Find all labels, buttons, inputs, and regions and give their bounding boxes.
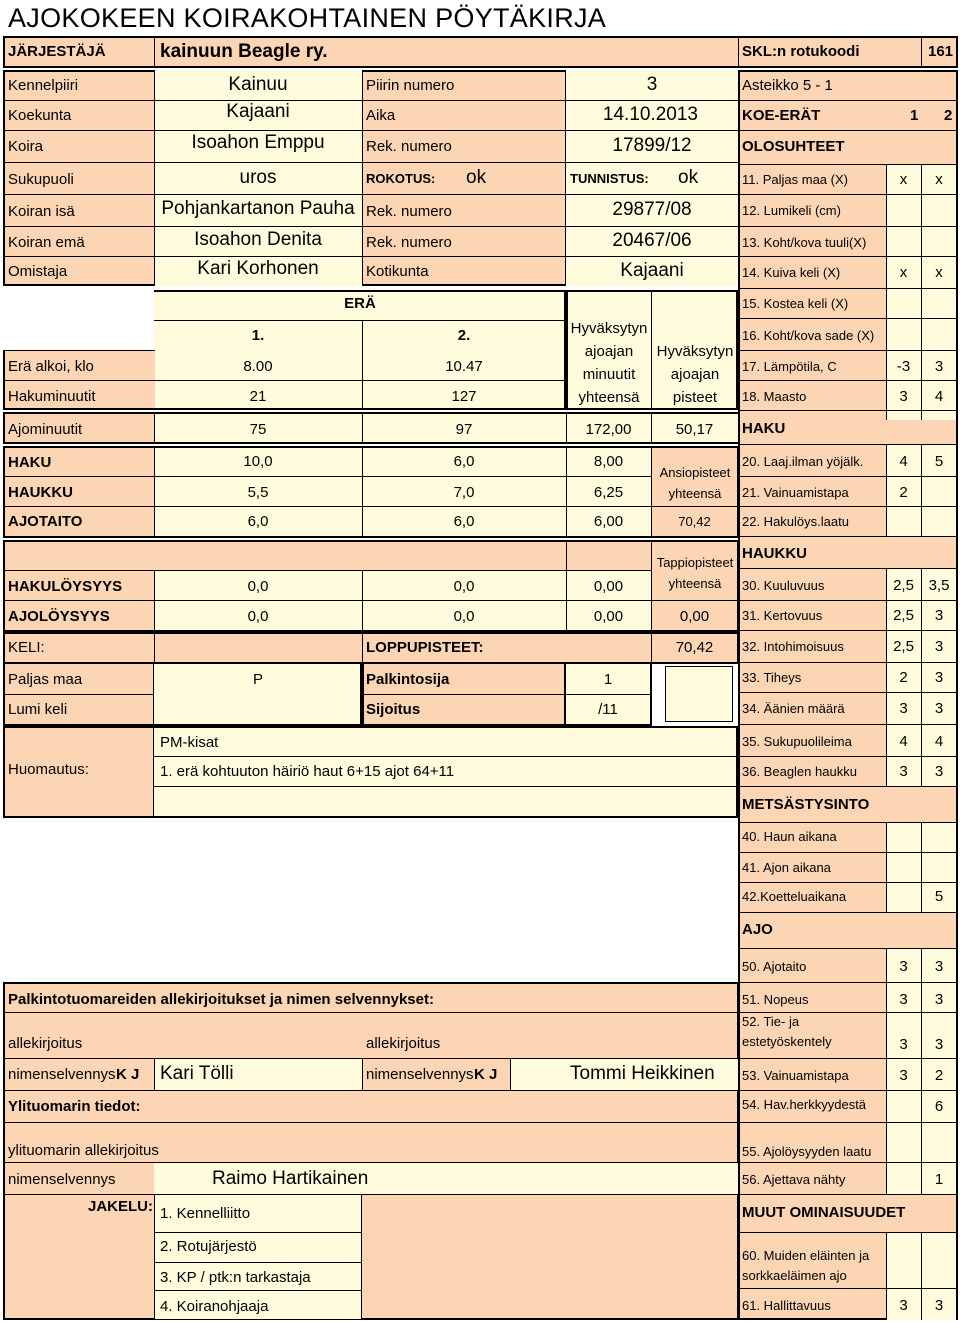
ema-rek-label: Rek. numero [366, 234, 452, 251]
r51-label: 51. Nopeus [742, 992, 809, 1007]
r40-label: 40. Haun aikana [742, 829, 837, 844]
ylituomari-name-label: nimenselvennys [8, 1171, 116, 1188]
organizer-value: kainuun Beagle ry. [160, 41, 328, 62]
ajotaito-1: 6,0 [247, 513, 269, 530]
r17-label: 17. Lämpötila, C [742, 359, 837, 374]
breed-code-value: 161 [928, 43, 954, 60]
r54-b: 6 [934, 1098, 944, 1115]
r32-b: 3 [934, 638, 944, 655]
signature-1-label: allekirjoitus [8, 1035, 83, 1052]
r14-label: 14. Kuiva keli (X) [742, 265, 841, 280]
r51-a: 3 [899, 991, 908, 1008]
r20-label: 20. Laaj.ilman yöjälk. [742, 454, 864, 469]
r35-b: 4 [934, 733, 944, 750]
paljas-value: P [252, 671, 263, 688]
r50-label: 50. Ajotaito [742, 959, 807, 974]
lumi-label: Lumi keli [8, 701, 68, 718]
ajotaito-2: 6,0 [453, 513, 475, 530]
piiri-label: Piirin numero [366, 77, 455, 94]
ajomin-points: 50,17 [675, 421, 714, 438]
r18-label: 18. Maasto [742, 389, 807, 404]
r11-label: 11. Paljas maa (X) [742, 172, 848, 187]
ajol-label: AJOLÖYSYYS [8, 608, 110, 625]
r17-b: 3 [934, 358, 944, 375]
tunnistus-label: TUNNISTUS: [570, 171, 649, 186]
r20-b: 5 [934, 453, 944, 470]
r55-label: 55. Ajolöysyyden laatu [742, 1144, 872, 1159]
isa-rek-label: Rek. numero [366, 203, 452, 220]
aika-value: 14.10.2013 [602, 104, 698, 125]
r42-label: 42.Koetteluaikana [742, 889, 847, 904]
r13-label: 13. Koht/kova tuuli(X) [742, 235, 867, 250]
r21-a: 2 [899, 484, 908, 501]
r32-label: 32. Intohimoisuus [742, 639, 844, 654]
r31-b: 3 [934, 607, 944, 624]
koira-label: Koira [8, 138, 44, 155]
isa-value: Pohjankartanon Pauha [161, 198, 355, 219]
hakul-2: 0,0 [453, 578, 475, 595]
jakelu-label: JAKELU: [88, 1198, 154, 1215]
haukku-heading: HAUKKU [742, 545, 807, 562]
ajol-1: 0,0 [247, 608, 269, 625]
r11-a: x [899, 171, 908, 188]
r52-a: 3 [899, 1036, 908, 1053]
r53-b: 2 [934, 1067, 944, 1084]
breed-code-label: SKL:n rotukoodi [742, 43, 860, 60]
sign-title: Palkintotuomareiden allekirjoitukset ja nimen selvennykset: [8, 991, 434, 1008]
paljas-label: Paljas maa [8, 671, 83, 688]
haukku-label: HAUKKU [8, 484, 73, 501]
r33-a: 2 [899, 669, 908, 686]
sijoitus-value: /11 [598, 701, 618, 718]
haukku-total: 6,25 [593, 484, 624, 501]
r36-b: 3 [934, 763, 944, 780]
koira-rek-label: Rek. numero [366, 138, 452, 155]
piiri-value: 3 [646, 74, 658, 95]
r35-label: 35. Sukupuolileima [742, 734, 852, 749]
name-2-label: nimenselvennys [366, 1066, 474, 1083]
hyv-pist-header: Hyväksytyn ajoajan pisteet [656, 343, 734, 406]
ajomin-total: 172,00 [585, 421, 632, 438]
metsastysinto-heading: METSÄSTYSINTO [742, 796, 870, 813]
tunnistus-value: ok [678, 167, 699, 188]
r53-a: 3 [899, 1067, 908, 1084]
ansio-value: 70,42 [678, 514, 711, 529]
r15-label: 15. Kostea keli (X) [742, 296, 849, 311]
r33-b: 3 [934, 669, 944, 686]
r52-label-2: estetyöskentely [742, 1034, 832, 1049]
sukupuoli-label: Sukupuoli [8, 171, 74, 188]
r35-a: 4 [899, 733, 908, 750]
r22-label: 22. Hakulöys.laatu [742, 514, 849, 529]
r60-label-1: 60. Muiden eläinten ja [742, 1248, 870, 1263]
koeerat-label: KOE-ERÄT [742, 107, 821, 124]
ylituomari-name: Raimo Hartikainen [212, 1168, 369, 1189]
r41-label: 41. Ajon aikana [742, 860, 831, 875]
ajomin-label: Ajominuutit [8, 421, 83, 438]
kotikunta-label: Kotikunta [366, 263, 429, 280]
loppupisteet-label: LOPPUPISTEET: [366, 639, 484, 656]
muut-heading: MUUT OMINAISUUDET [742, 1204, 906, 1221]
huomautus-line-1: PM-kisat [160, 734, 219, 751]
omistaja-value: Kari Korhonen [197, 258, 319, 279]
hakul-total: 0,00 [593, 578, 624, 595]
r18-b: 4 [934, 388, 944, 405]
isa-rek-value: 29877/08 [612, 199, 692, 220]
kennelpiiri-value: Kainuu [228, 74, 288, 95]
r50-b: 3 [934, 958, 944, 975]
r14-b: x [935, 264, 943, 281]
ylituomari-title: Ylituomarin tiedot: [8, 1098, 141, 1115]
ajol-2: 0,0 [453, 608, 475, 625]
r34-b: 3 [934, 700, 944, 717]
r21-label: 21. Vainuamistapa [742, 485, 849, 500]
ajotaito-total: 6,00 [593, 513, 624, 530]
jakelu-item-1: 1. Kennelliitto [160, 1205, 251, 1222]
r51-b: 3 [934, 991, 944, 1008]
r61-b: 3 [934, 1297, 944, 1314]
r42-b: 5 [934, 888, 944, 905]
hakul-label: HAKULÖYSYYS [8, 578, 123, 595]
haukku-2: 7,0 [453, 484, 475, 501]
huomautus-label: Huomautus: [8, 761, 89, 778]
scale-label: Asteikko 5 - 1 [742, 77, 833, 94]
aika-label: Aika [366, 107, 396, 124]
r53-label: 53. Vainuamistapa [742, 1068, 849, 1083]
sijoitus-label: Sijoitus [366, 701, 421, 718]
palkintosija-label: Palkintosija [366, 671, 450, 688]
huomautus-line-2: 1. erä kohtuuton häiriö haut 6+15 ajot 64+11 [160, 763, 455, 780]
ajol-total: 0,00 [593, 608, 624, 625]
r14-a: x [899, 264, 908, 281]
ajomin-2: 97 [455, 421, 473, 438]
r18-a: 3 [899, 388, 908, 405]
omistaja-label: Omistaja [8, 263, 68, 280]
palkintosija-value: 1 [603, 671, 613, 688]
koira-rek-value: 17899/12 [612, 135, 692, 156]
r30-label: 30. Kuuluvuus [742, 578, 825, 593]
koira-value: Isoahon Emppu [191, 132, 325, 153]
r36-label: 36. Beaglen haukku [742, 764, 857, 779]
organizer-label: JÄRJESTÄJÄ [8, 43, 106, 60]
r56-label: 56. Ajettava nähty [742, 1172, 846, 1187]
r36-a: 3 [899, 763, 908, 780]
koeera-1: 1 [910, 107, 919, 124]
r33-label: 33. Tiheys [742, 670, 802, 685]
r12-label: 12. Lumikeli (cm) [742, 203, 841, 218]
r52-label-1: 52. Tie- ja [742, 1014, 800, 1029]
hakumin-2: 127 [451, 388, 477, 405]
jakelu-item-2: 2. Rotujärjestö [160, 1238, 257, 1255]
rokotus-value: ok [466, 167, 487, 188]
tappio-value: 0,00 [679, 608, 710, 625]
r61-label: 61. Hallittavuus [742, 1298, 831, 1313]
ajotaito-label: AJOTAITO [8, 513, 83, 530]
tappio-header: Tappiopisteet yhteensä [656, 555, 734, 591]
keli-label: KELI: [8, 639, 45, 656]
kennelpiiri-label: Kennelpiiri [8, 77, 79, 94]
r30-b: 3,5 [928, 577, 950, 594]
r20-a: 4 [899, 453, 908, 470]
ansio-header: Ansiopisteet yhteensä [659, 465, 731, 501]
hyv-min-header: Hyväksytyn ajoajan minuutit yhteensä [570, 320, 648, 406]
hakul-1: 0,0 [247, 578, 269, 595]
r31-a: 2,5 [893, 607, 914, 624]
ajo-heading: AJO [742, 921, 773, 938]
judge-1-name: Kari Tölli [160, 1063, 234, 1084]
r34-label: 34. Äänien määrä [742, 701, 845, 716]
page-title: AJOKOKEEN KOIRAKOHTAINEN PÖYTÄKIRJA [8, 3, 607, 33]
haku-label: HAKU [8, 454, 52, 471]
r60-label-2: sorkkaeläimen ajo [742, 1268, 847, 1283]
r30-a: 2,5 [893, 577, 914, 594]
era-heading: ERÄ [344, 295, 376, 312]
haku-2: 6,0 [453, 453, 475, 470]
judge-2-name: Tommi Heikkinen [570, 1063, 715, 1084]
isa-label: Koiran isä [8, 203, 75, 220]
r34-a: 3 [899, 700, 908, 717]
ajomin-1: 75 [249, 421, 267, 438]
r16-label: 16. Koht/kova sade (X) [742, 328, 875, 343]
kotikunta-value: Kajaani [620, 260, 684, 281]
rokotus-label: ROKOTUS: [366, 171, 436, 186]
r32-a: 2,5 [893, 638, 914, 655]
koekunta-value: Kajaani [226, 101, 290, 122]
haku-heading: HAKU [742, 420, 786, 437]
ema-label: Koiran emä [8, 234, 85, 251]
alkoi-label: Erä alkoi, klo [8, 358, 94, 375]
alkoi-2: 10.47 [445, 358, 483, 375]
haku-1: 10,0 [243, 453, 273, 470]
r61-a: 3 [899, 1297, 908, 1314]
hakumin-label: Hakuminuutit [8, 388, 96, 405]
alkoi-1: 8.00 [243, 358, 273, 375]
sukupuoli-value: uros [239, 167, 277, 188]
olosuhteet-heading: OLOSUHTEET [742, 138, 845, 155]
era-col-2: 2. [457, 327, 471, 344]
name-1-label: nimenselvennys [8, 1066, 116, 1083]
r54-label: 54. Hav.herkkyydestä [742, 1097, 867, 1112]
r52-b: 3 [934, 1036, 944, 1053]
haku-total: 8,00 [593, 453, 624, 470]
era-col-1: 1. [251, 327, 265, 344]
hakumin-1: 21 [249, 388, 267, 405]
r11-b: x [935, 171, 943, 188]
jakelu-item-3: 3. KP / ptk:n tarkastaja [160, 1269, 311, 1286]
jakelu-item-4: 4. Koiranohjaaja [160, 1298, 269, 1315]
koekunta-label: Koekunta [8, 107, 72, 124]
kj-1: K J [116, 1066, 140, 1083]
r50-a: 3 [899, 958, 908, 975]
haukku-1: 5,5 [247, 484, 269, 501]
r31-label: 31. Kertovuus [742, 608, 823, 623]
r56-b: 1 [934, 1171, 944, 1188]
kj-2: K J [474, 1066, 498, 1083]
ema-rek-value: 20467/06 [612, 230, 692, 251]
loppupisteet-value: 70,42 [675, 639, 714, 656]
signature-2-label: allekirjoitus [366, 1035, 441, 1052]
ylituomari-signature-label: ylituomarin allekirjoitus [8, 1142, 159, 1159]
r17-a: -3 [896, 358, 911, 375]
koeera-2: 2 [944, 107, 953, 124]
ema-value: Isoahon Denita [194, 229, 322, 250]
